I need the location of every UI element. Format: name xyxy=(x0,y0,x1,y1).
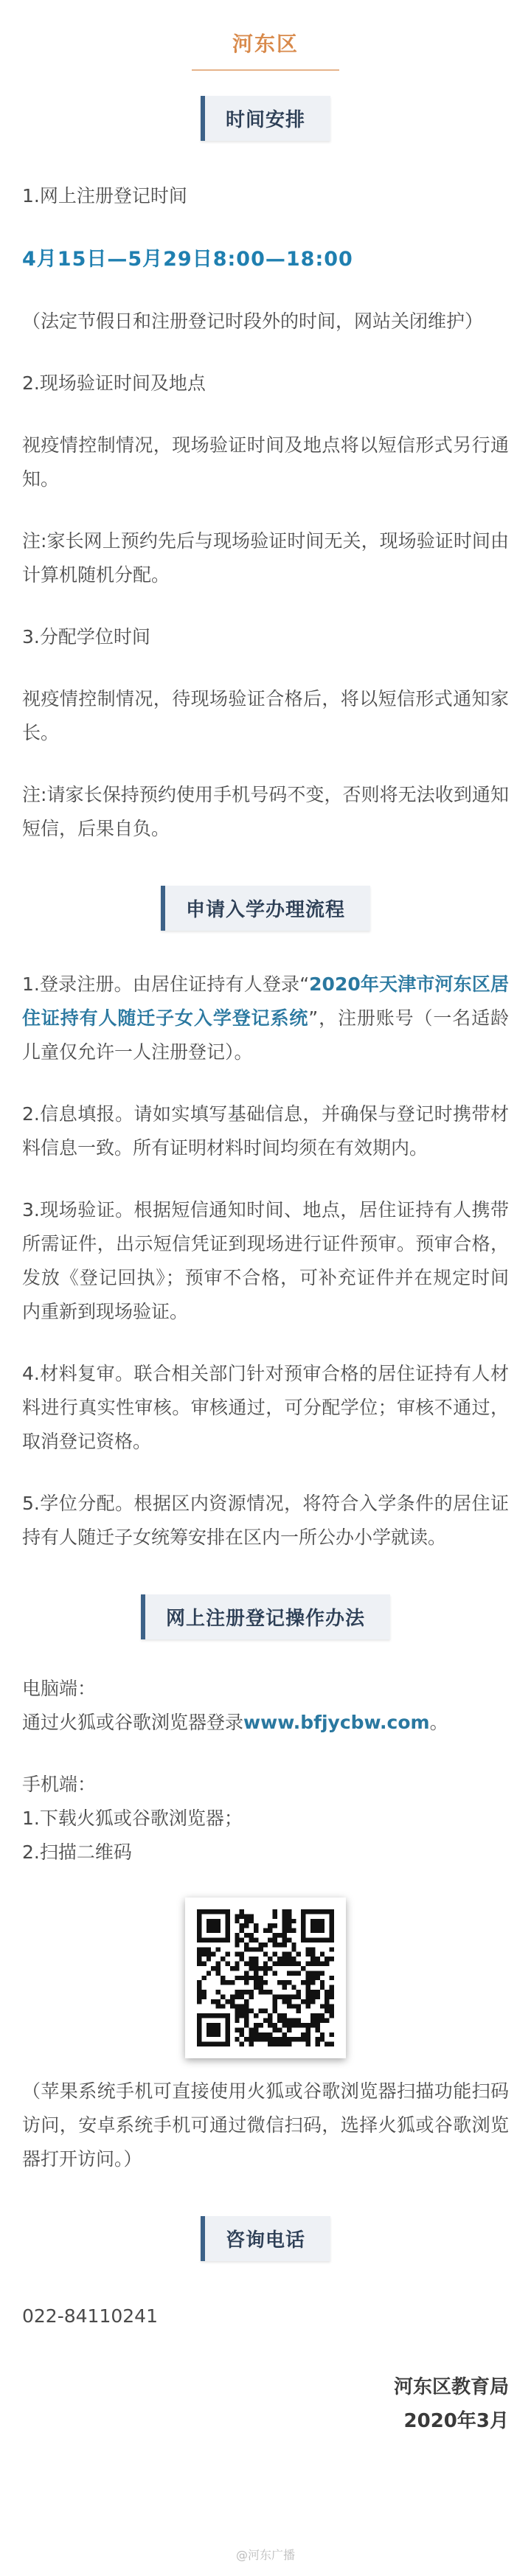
process-step-3: 3.现场验证。根据短信通知时间、地点，居住证持有人携带所需证件，出示短信凭证到现场进行证件预审。预审合格，发放《登记回执》；预审不合格，可补充证件并在规定时间内重新到现场验证。 xyxy=(22,1199,509,1322)
process-step-1-b: ”，注册账号（一名适龄儿童仅允许一人注册登记）。 xyxy=(22,1007,509,1063)
process-step-4: 4.材料复审。联合相关部门针对预审合格的居住证持有人材料进行真实性审核。审核通过，可分配学位；审核不通过，取消登记资格。 xyxy=(22,1363,509,1452)
section-time xyxy=(22,96,509,141)
mobile-label: 手机端： xyxy=(22,1774,97,1795)
process-step-1-a: 1.登录注册。由居住证持有人登录“ xyxy=(22,973,310,995)
time-item-2-note: 注:家长网上预约先后与现场验证时间无关，现场验证时间由计算机随机分配。 xyxy=(22,530,509,586)
section-process xyxy=(22,886,509,931)
contact-phone: 022-84110241 xyxy=(22,2305,158,2327)
pc-label: 电脑端： xyxy=(22,1678,97,1699)
pc-instructions-b: 。 xyxy=(429,1712,448,1733)
time-item-2: 2.现场验证时间及地点 xyxy=(22,372,206,394)
sign-org: 河东区教育局 xyxy=(393,2376,509,2398)
watermark: @河东广播 xyxy=(235,2548,295,2562)
qr-code-icon xyxy=(185,1898,346,2058)
pc-instructions xyxy=(22,1706,509,1740)
registration-system-name: 2020年天津市河东区居住证持有人随迁子女入学登记系统 xyxy=(22,973,509,1029)
section-online xyxy=(22,1594,509,1639)
sign-date: 2020年3月 xyxy=(403,2410,509,2432)
signature-block xyxy=(22,2370,509,2438)
qr-code-graphic xyxy=(197,1909,334,2046)
process-step-1 xyxy=(22,968,509,1069)
time-item-3: 3.分配学位时间 xyxy=(22,626,150,648)
website-url[interactable]: www.bfjycbw.com xyxy=(243,1712,430,1733)
process-step-5: 5.学位分配。根据区内资源情况，将符合入学条件的居住证持有人随迁子女统筹安排在区内一所公办小学就读。 xyxy=(22,1493,509,1548)
registration-date: 4月15日—5月29日8:00—18:00 xyxy=(22,248,353,271)
section-time-title: 时间安排 xyxy=(201,96,330,141)
time-item-3-note: 注:请家长保持预约使用手机号码不变，否则将无法收到通知短信，后果自负。 xyxy=(22,784,509,839)
district-title: 河东区 xyxy=(232,32,299,56)
pc-instructions-a: 通过火狐或谷歌浏览器登录 xyxy=(22,1712,244,1733)
section-contact-title: 咨询电话 xyxy=(201,2216,330,2261)
mobile-step-2: 2.扫描二维码 xyxy=(22,1841,132,1863)
qr-note: （苹果系统手机可直接使用火狐或谷歌浏览器扫描功能扫码访问，安卓系统手机可通过微信扫码，选择火狐或谷歌浏览器打开访问。） xyxy=(22,2080,509,2170)
time-item-1: 1.网上注册登记时间 xyxy=(22,185,187,206)
district-heading xyxy=(22,0,509,58)
section-contact xyxy=(22,2216,509,2261)
district-underline xyxy=(192,69,339,71)
time-item-3-body: 视疫情控制情况，待现场验证合格后，将以短信形式通知家长。 xyxy=(22,688,509,743)
section-process-title: 申请入学办理流程 xyxy=(161,886,370,931)
mobile-step-1: 1.下载火狐或谷歌浏览器； xyxy=(22,1808,243,1829)
time-item-2-body: 视疫情控制情况，现场验证时间及地点将以短信形式另行通知。 xyxy=(22,434,509,490)
section-online-title: 网上注册登记操作办法 xyxy=(141,1594,390,1639)
time-item-1-note: （法定节假日和注册登记时段外的时间，网站关闭维护） xyxy=(22,310,484,332)
qr-code-container xyxy=(22,1898,509,2061)
process-step-2: 2.信息填报。请如实填写基础信息，并确保与登记时携带材料信息一致。所有证明材料时间均须在有效期内。 xyxy=(22,1103,509,1159)
